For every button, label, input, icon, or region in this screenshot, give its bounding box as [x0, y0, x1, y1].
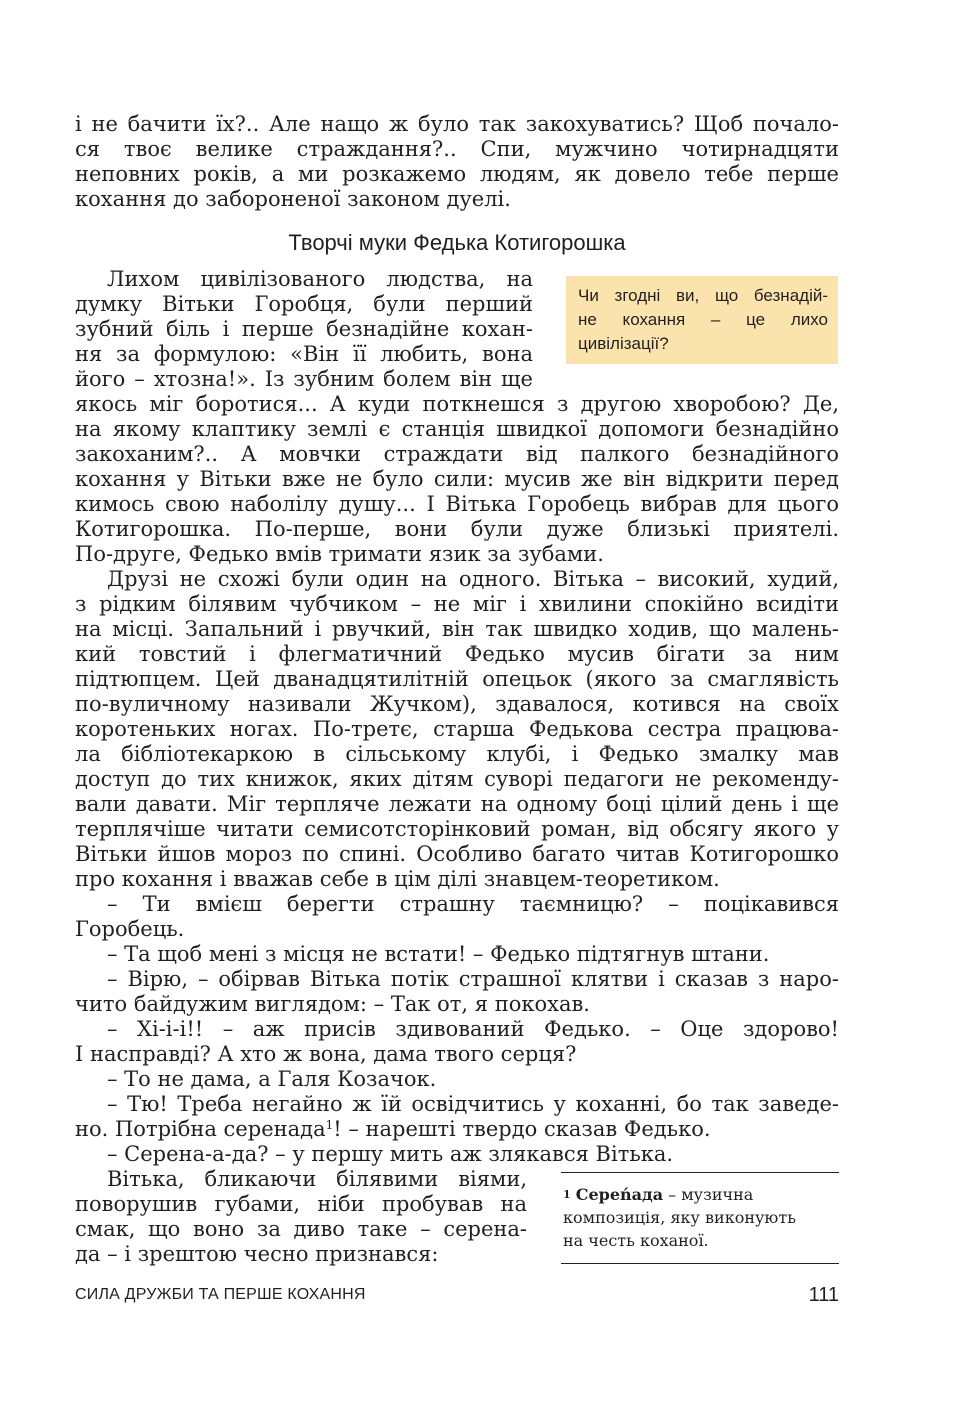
- page-number: 111: [808, 1284, 839, 1306]
- dialogue-line: [75, 1117, 839, 1142]
- text-line: По-друге, Федько вмів тримати язик за зубами.: [75, 542, 604, 566]
- dialogue-line: чито байдужим виглядом: – Так от, я покохав.: [75, 992, 590, 1016]
- text-line: вали давати. Міг терпляче лежати на одному боці цілий день і ще: [75, 792, 839, 816]
- dialogue-text: ! – нарешті твердо сказав Федько.: [333, 1117, 711, 1141]
- text-line: ня за формулою: «Він її любить, вона: [75, 342, 533, 366]
- footnote-line: [563, 1183, 839, 1206]
- dialogue-line: – Тю! Треба негайно ж їй освідчитись у коханні, бо так заведе-: [107, 1092, 839, 1116]
- text-line: да – і зрештою чесно признався:: [75, 1242, 439, 1266]
- paragraph-last: [75, 1167, 527, 1267]
- footnote-line: композиція, яку виконують: [563, 1208, 796, 1227]
- text-line: по-вуличному називали Жучком), здавалося, котився на своїх: [75, 692, 839, 716]
- question-line: Чи згодні ви, що безнадій-: [578, 286, 828, 305]
- dialogue-line: – Серена-а-да? – у першу мить аж злякався Вітька.: [107, 1142, 674, 1166]
- text-line: на якому клаптику землі є станція швидкої допомоги безнадійно: [75, 417, 839, 441]
- text-line: Вітьки йшов мороз по спині. Особливо багато читав Котигорошко: [75, 842, 839, 866]
- text-line: Котигорошка. По-перше, вони були дуже близькі приятелі.: [75, 517, 839, 541]
- text-line: підтюпцем. Цей дванадцятилітній опецьок (якого за смаглявість: [75, 667, 839, 691]
- text-line: коротеньких ногах. По-третє, старша Федькова сестра працюва-: [75, 717, 839, 741]
- text-line: Вітька, бликаючи білявими віями,: [107, 1167, 527, 1191]
- text-line: кий товстий і флегматичний Федько мусив бігати за ним: [75, 642, 839, 666]
- dialogue-text: но. Потрібна серенада: [75, 1117, 326, 1141]
- text-line: якось міг боротися... А куди поткнешся з другою хворобою? Де,: [75, 392, 839, 416]
- dialogue-line: – Хі-і-і!! – аж присів здивований Федько. – Оце здорово!: [107, 1017, 839, 1041]
- footnote-line: на честь коханої.: [563, 1231, 709, 1250]
- intro-paragraph: [75, 112, 839, 212]
- section-heading: Творчі муки Федька Котигорошка: [288, 230, 626, 255]
- text-line: ла бібліотекаркою в сільському клубі, і Федько змалку мав: [75, 742, 839, 766]
- footnote-term: Сереńада: [575, 1185, 664, 1204]
- dialogue-line: – Та щоб мені з місця не встати! – Федько підтягнув штани.: [107, 942, 770, 966]
- text-line: кимось свою наболілу душу... І Вітька Горобець вибрав для цього: [75, 492, 839, 516]
- question-line: не кохання – це лихо: [578, 310, 828, 329]
- footnote-text: – музична: [663, 1185, 754, 1204]
- text-line: думку Вітьки Горобця, були перший: [75, 292, 533, 316]
- text-line: його – хтозна!». Із зубним болем він ще: [75, 367, 533, 391]
- text-line: закоханим?.. А мовчки страждати від палкого безнадійного: [75, 442, 839, 466]
- question-box: [566, 276, 838, 364]
- text-line: Лихом цивілізованого людства, на: [107, 267, 533, 291]
- dialogue-line: І насправді? А хто ж вона, дама твого серця?: [75, 1042, 577, 1066]
- text-line: смак, що воно за диво таке – серена-: [75, 1217, 527, 1241]
- text-line: кохання до забороненої законом дуелі.: [75, 187, 511, 211]
- dialogue-line: Горобець.: [75, 917, 185, 941]
- footnote-number: 1: [563, 1188, 571, 1201]
- dialogue-line: – Ти вмієш берегти страшну таємницю? – поцікавився: [107, 892, 839, 916]
- text-line: поворушив губами, ніби пробував на: [75, 1192, 527, 1216]
- paragraph-1-narrow: [75, 267, 533, 392]
- text-line: і не бачити їх?.. Але нащо ж було так закохуватись? Щоб почало-: [75, 112, 839, 136]
- text-line: Друзі не схожі були один на одного. Вітька – високий, худий,: [107, 567, 839, 591]
- footnote: [561, 1172, 839, 1264]
- dialogue-line: – Вірю, – обірвав Вітька потік страшної клятви і сказав з наро-: [107, 967, 839, 991]
- footnote-ref[interactable]: 1: [325, 1118, 334, 1132]
- dialogue-line: – То не дама, а Галя Козачок.: [107, 1067, 437, 1091]
- dialogue: [75, 892, 839, 1167]
- text-line: ся твоє велике страждання?.. Спи, мужчино чотирнадцяти: [75, 137, 839, 161]
- paragraph-2: [75, 567, 839, 892]
- text-line: з рідким білявим чубчиком – не міг і хвилини спокійно всидіти: [75, 592, 839, 616]
- text-line: зубний біль і перше безнадійне кохан-: [75, 317, 533, 341]
- text-line: доступ до тих книжок, яких дітям суворі педагоги не рекоменду-: [75, 767, 839, 791]
- paragraph-1-full: [75, 392, 839, 567]
- running-title: СИЛА ДРУЖБИ ТА ПЕРШЕ КОХАННЯ: [75, 1286, 366, 1303]
- question-line: цивілізації?: [578, 334, 669, 353]
- text-line: неповних років, а ми розкажемо людям, як довело тебе перше: [75, 162, 839, 186]
- text-line: про кохання і вважав себе в цім ділі знавцем-теоретиком.: [75, 867, 720, 891]
- text-line: на місці. Запальний і рвучкий, він так швидко ходив, що малень-: [75, 617, 839, 641]
- text-line: терплячіше читати семисотсторінковий роман, від обсягу якого у: [75, 817, 839, 841]
- text-line: кохання у Вітьки вже не було сили: мусив же він відкрити перед: [75, 467, 839, 491]
